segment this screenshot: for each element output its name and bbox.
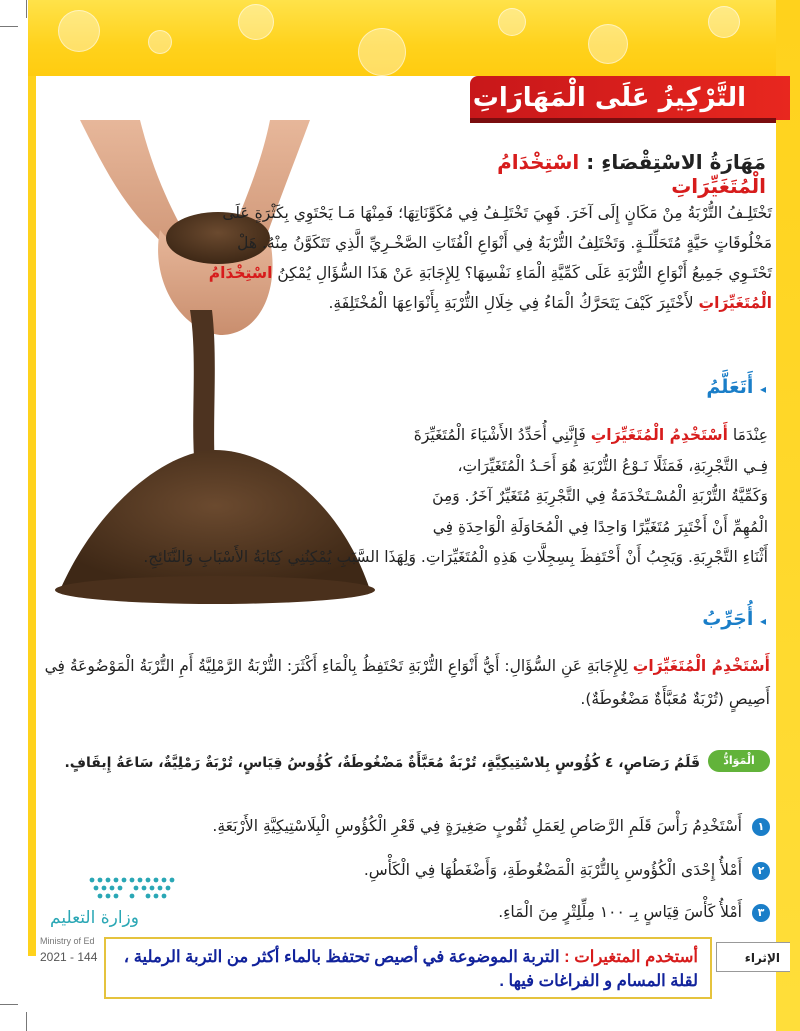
step-number: ٣: [752, 904, 770, 922]
skill-prefix: مَهَارَةُ الاسْتِقْصَاءِ :: [586, 150, 766, 174]
materials-text: قَلَمُ رَصَاصٍ، ٤ كُؤُوسٍ بِلاسْتِيكِيَّةٍ، تُرْبَةٌ مُعَبَّأَةٌ مَضْغُوطَةٌ، كُؤُوسُ قِيَاسٍ، تُرْبَةٌ رَمْلِيَّةٌ، سَاعَةُ إِيقَافٍ.: [64, 755, 700, 771]
learn-line: أَثْنَاءِ التَّجْرِبَةِ. وَيَجِبُ أَنْ أَحْتَفِظَ بِسِجِلَّاتِ هَذِهِ الْمُتَغَيِّرَاتِ. وَلِهَذَا السَّبَبِ يُمْكِنُنِي كِتَابَةُ الأَسْبَابِ وَالنَّتَائِجِ.: [143, 548, 768, 566]
page-title: التَّرْكِيزُ عَلَى الْمَهَارَاتِ: [470, 76, 790, 120]
learn-line-text: عِنْدَمَا: [732, 426, 768, 444]
try-text: لِلإِجَابَةِ عَنِ السُّؤَالِ: أَيُّ أَنْوَاعِ التُّرْبَةِ تَحْتَفِظُ بِالْمَاءِ أَكْثَرَ: التُّرْبَةُ الرَّمْلِيَّةُ أَمِ التُّرْبَةُ الْمَوْضُوعَةُ فِي أَصِيصٍ (تُرْبَةٌ مُعَبَّأَةٌ مَضْغُوطَةٌ).: [44, 657, 770, 708]
learn-heading-text: أَتَعَلَّمُ: [706, 376, 754, 398]
step-number: ٢: [752, 862, 770, 880]
intro-highlight: اسْتِخْدَامُ الْمُتَغَيِّرَاتِ: [208, 264, 772, 312]
banner-shadow: [470, 118, 776, 123]
side-band: [776, 0, 800, 1031]
enrichment-tab: الإثراء: [716, 942, 790, 972]
step-text: أَسْتَخْدِمُ رَأْسَ قَلَمِ الرَّصَاصِ لِعَمَلِ ثُقُوبٍ صَغِيرَةٍ فِي قَعْرِ الْكُؤُوسِ الْبِلَاسْتِيكِيَّةِ الأَرْبَعَةِ.: [212, 817, 742, 835]
ministry-name-en: Ministry of Ed: [40, 936, 95, 946]
step-item: [60, 814, 770, 838]
intro-text-end: لأَخْتَبِرَ كَيْفَ يَتَحَرَّكُ الْمَاءُ فِي خِلَالِ التُّرْبَةِ بِأَنْوَاعِهَا الْمُخْتَلِفَةِ.: [328, 294, 694, 312]
step-number: ١: [752, 818, 770, 836]
learn-line: [40, 420, 768, 451]
materials-row: [40, 750, 770, 810]
learn-paragraph: [40, 420, 768, 573]
learn-line-text: فَإِنَّنِي أُحَدِّدُ الأَشْيَاءَ الْمُتَغَيِّرَةَ: [413, 426, 586, 444]
crop-mark: [0, 26, 18, 27]
try-heading: [680, 608, 766, 630]
learn-line: الْمُهِمِّ أَنْ أَخْتَبِرَ مُتَغَيِّرًا وَاحِدًا فِي الْمُحَاوَلَةِ الْوَاحِدَةِ فِي: [432, 517, 768, 536]
ministry-name-ar: وزارة التعليم: [50, 908, 139, 928]
materials-tag: الْمَوَادُّ وَالأَدَوَاتُ: [708, 750, 770, 772]
ministry-year: 2021 - 144: [40, 950, 98, 964]
learn-line: فِـي التَّجْرِبَةِ، فَمَثَلًا نَـوْعُ التُّرْبَةِ هُوَ أَحَـدُ الْمُتَغَيِّرَاتِ،: [457, 456, 768, 475]
skill-heading: [420, 150, 766, 198]
skill-name: اسْتِخْدَامُ الْمُتَغَيِّرَاتِ: [497, 150, 766, 198]
try-paragraph: [40, 650, 770, 716]
crop-mark: [26, 0, 27, 18]
crop-mark: [0, 1004, 18, 1005]
answer-box: [104, 937, 712, 999]
try-highlight: أَسْتَخْدِمُ الْمُتَغَيِّرَاتِ: [632, 657, 770, 675]
learn-line: وَكَمِّيَّةُ التُّرْبَةِ الْمُسْـتَخْدَمَةُ فِي التَّجْرِبَةِ مُتَغَيِّرٌ آخَرُ. وَمِنَ: [432, 487, 768, 505]
intro-paragraph: [206, 198, 772, 318]
answer-label: أستخدم المتغيرات :: [564, 948, 698, 966]
triangle-icon: ◂: [759, 382, 766, 396]
answer-text: التربة الموضوعة في أصيص تحتفظ بالماء أكثر من التربة الرملية ، لقلة المسام و الفراغات فيها .: [123, 948, 698, 990]
triangle-icon: ◂: [759, 614, 766, 628]
step-text: أَمْلأُ كَأْسَ قِيَاسٍ بِـ ١٠٠ مِلِّلِتْرٍ مِنَ الْمَاءِ.: [498, 903, 742, 921]
learn-heading: [660, 376, 766, 398]
step-text: أَمْلأُ إِحْدَى الْكُؤُوسِ بِالتُّرْبَةِ الْمَضْغُوطَةِ، وَأَضْغَطُهَا فِي الْكَأْسِ.: [363, 861, 742, 879]
header-band: [28, 0, 800, 76]
side-band-left: [28, 76, 36, 956]
learn-highlight: أَسْتَخْدِمُ الْمُتَغَيِّرَاتِ: [590, 426, 728, 444]
ministry-dots-icon: [88, 876, 180, 904]
crop-mark: [26, 1012, 27, 1031]
intro-text-start: تَخْتَلِـفُ التُّرْبَةُ مِنْ مَكَانٍ إِلَى آخَرَ. فَهِيَ تَخْتَلِـفُ فِي مُكَوِّنَاتِهَا؛ فَمِنْهَا مَـا يَحْتَوِي بِكَثْرَةٍ عَلَى مَخْلُوقَاتٍ حَيَّةٍ مُتَحَلِّلَـةٍ. وَتَخْتَلِفُ التُّرْبَةُ فِي أَنْوَاعِ الْفُتَاتِ الصَّخْـرِيِّ الَّذِي تَتَكَوَّنُ مِنْهُ. هَلْ تَحْتَـوِي جَمِيعُ أَنْوَاعِ التُّرْبَةِ عَلَى كَمِّيَّةِ الْمَاءِ نَفْسِهَا؟ لِلإِجَابَةِ عَنْ هَذَا السُّؤَالِ يُمْكِنُ: [222, 204, 772, 282]
try-heading-text: أُجَرِّبُ: [702, 608, 754, 630]
